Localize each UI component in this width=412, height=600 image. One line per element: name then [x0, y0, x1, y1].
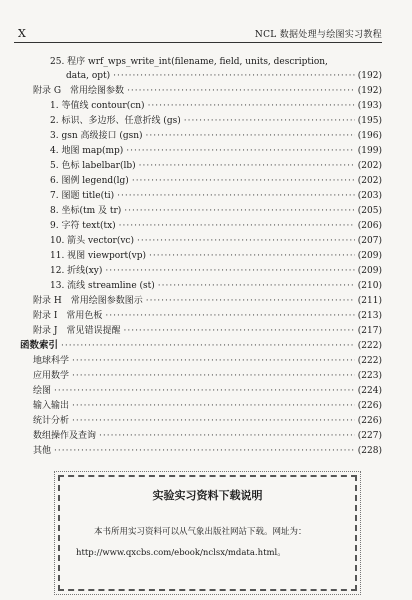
- toc-entry-title: 25. 程序 wrf_wps_write_int(filename, field, units, description,: [50, 57, 328, 67]
- toc-entry-title: 12. 折线(xy): [50, 266, 103, 276]
- toc-entry-title: 1. 等值线 contour(cn): [50, 101, 145, 111]
- leader-dots: [105, 309, 354, 323]
- leader-dots: [124, 204, 355, 218]
- toc-entry: [33, 84, 382, 98]
- toc-entry-page: (196): [357, 131, 382, 141]
- leader-dots: [127, 84, 355, 98]
- toc-entry: [50, 55, 382, 69]
- toc-entry-page: (202): [357, 176, 382, 186]
- toc-entry: [33, 369, 382, 383]
- toc-entry: [50, 204, 382, 218]
- toc-entry-page: (195): [357, 116, 382, 126]
- download-notice-box: [58, 475, 357, 591]
- leader-dots: [149, 249, 355, 263]
- notice-body: 本书所用实习资料可以从气象出版社网站下载。网址为：http://www.qxcbs.com/ebook/nclsx/mdata.html。: [76, 527, 307, 558]
- leader-dots: [99, 429, 355, 443]
- toc-entry-page: (210): [357, 281, 382, 291]
- leader-dots: [72, 369, 355, 383]
- leader-dots: [119, 219, 355, 233]
- toc-entry-title: 输入输出: [33, 401, 70, 411]
- toc-entry: [50, 264, 382, 278]
- toc-entry: [50, 129, 382, 143]
- toc-entry-page: (222): [357, 341, 382, 351]
- toc-entry-title: 3. gsn 高级接口 (gsn): [50, 131, 143, 141]
- toc-entry: [50, 99, 382, 113]
- toc-entry: [33, 294, 382, 308]
- toc-entry: [50, 159, 382, 173]
- toc-entry-title: 其他: [33, 446, 52, 456]
- toc-entry-title: data, opt): [66, 71, 111, 81]
- toc-entry: [33, 399, 382, 413]
- leader-dots: [158, 279, 355, 293]
- toc-entry-title: 附录 G 常用绘图参数: [33, 86, 125, 96]
- running-title: NCL 数据处理与绘图实习教程: [254, 30, 382, 40]
- toc-entry-page: (192): [357, 71, 382, 81]
- toc-entry-title: 数组操作及查询: [33, 431, 97, 441]
- leader-dots: [72, 354, 355, 368]
- toc-entry-title: 8. 坐标(tm 及 tr): [50, 206, 122, 216]
- leader-dots: [126, 144, 355, 158]
- toc-entry-title: 7. 图题 title(ti): [50, 191, 115, 201]
- toc-entry-page: (228): [357, 446, 382, 456]
- page-number: X: [18, 27, 26, 40]
- leader-dots: [137, 234, 355, 248]
- toc-entry: [33, 384, 382, 398]
- toc-entry-page: (226): [357, 401, 382, 411]
- toc-entry-page: (217): [357, 326, 382, 336]
- running-header: [14, 24, 382, 43]
- toc-entry-title: 10. 箭头 vector(vc): [50, 236, 134, 246]
- toc-entry: [33, 309, 382, 323]
- toc-entry-page: (224): [357, 386, 382, 396]
- toc-entry-page: (209): [357, 266, 382, 276]
- leader-dots: [139, 159, 355, 173]
- leader-dots: [146, 294, 355, 308]
- leader-dots: [184, 114, 355, 128]
- leader-dots: [72, 414, 355, 428]
- toc-entry: [50, 219, 382, 233]
- toc-entry-page: (205): [357, 206, 382, 216]
- toc-entry-page: (222): [357, 356, 382, 366]
- leader-dots: [72, 399, 355, 413]
- toc-entry: [50, 144, 382, 158]
- leader-dots: [54, 384, 355, 398]
- toc-entry: [33, 324, 382, 338]
- toc-entry: [50, 234, 382, 248]
- toc-entry-page: (226): [357, 416, 382, 426]
- toc-entry: [50, 174, 382, 188]
- toc-entry-title: 2. 标识、多边形、任意折线 (gs): [50, 116, 181, 126]
- toc-entry: [50, 279, 382, 293]
- toc-entry-title: 13. 流线 streamline (st): [50, 281, 155, 291]
- toc-entry-page: (206): [357, 221, 382, 231]
- leader-dots: [123, 324, 354, 338]
- toc-entry-title: 附录 H 常用绘图参数图示: [33, 296, 143, 306]
- toc-entry: [33, 354, 382, 368]
- toc-entry: [20, 339, 382, 353]
- toc-entry-title: 附录 J 常见错误提醒: [33, 326, 121, 336]
- toc-entry-page: (211): [357, 296, 382, 306]
- leader-dots: [117, 189, 355, 203]
- toc-entry-title: 6. 图例 legend(lg): [50, 176, 129, 186]
- leader-dots: [146, 129, 355, 143]
- leader-dots: [132, 174, 355, 188]
- toc-entry: [50, 114, 382, 128]
- toc-entry-title: 绘图: [33, 386, 52, 396]
- toc-entry-title: 11. 视图 viewport(vp): [50, 251, 146, 261]
- toc-entry: [66, 69, 382, 83]
- notice-title: 实验实习资料下载说明: [152, 489, 263, 502]
- toc-entry-title: 附录 I 常用色板: [33, 311, 103, 321]
- toc-entry: [50, 189, 382, 203]
- toc-entry: [33, 444, 382, 458]
- toc-entry-title: 统计分析: [33, 416, 70, 426]
- toc-entry-title: 地球科学: [33, 356, 70, 366]
- toc-entry-title: 9. 字符 text(tx): [50, 221, 116, 231]
- toc-entry-title: 函数索引: [20, 340, 59, 351]
- toc-entry: [33, 429, 382, 443]
- toc-entry-title: 5. 色标 labelbar(lb): [50, 161, 136, 171]
- toc-entry: [33, 414, 382, 428]
- leader-dots: [54, 444, 355, 458]
- toc-entry-page: (192): [357, 86, 382, 96]
- toc-entry-title: 应用数学: [33, 371, 70, 381]
- toc-entry-title: 4. 地图 map(mp): [50, 146, 124, 156]
- toc-entry-page: (207): [357, 236, 382, 246]
- leader-dots: [105, 264, 354, 278]
- toc-entry-page: (202): [357, 161, 382, 171]
- toc-entry-page: (203): [357, 191, 382, 201]
- toc-entry-page: (193): [357, 101, 382, 111]
- toc-entry: [50, 249, 382, 263]
- toc-entry-page: (199): [357, 146, 382, 156]
- toc-entry-page: (227): [357, 431, 382, 441]
- leader-dots: [113, 69, 355, 83]
- toc-entry-page: (213): [357, 311, 382, 321]
- toc-entry-page: (223): [357, 371, 382, 381]
- toc-entry-page: (209): [357, 251, 382, 261]
- leader-dots: [61, 339, 355, 353]
- leader-dots: [148, 99, 355, 113]
